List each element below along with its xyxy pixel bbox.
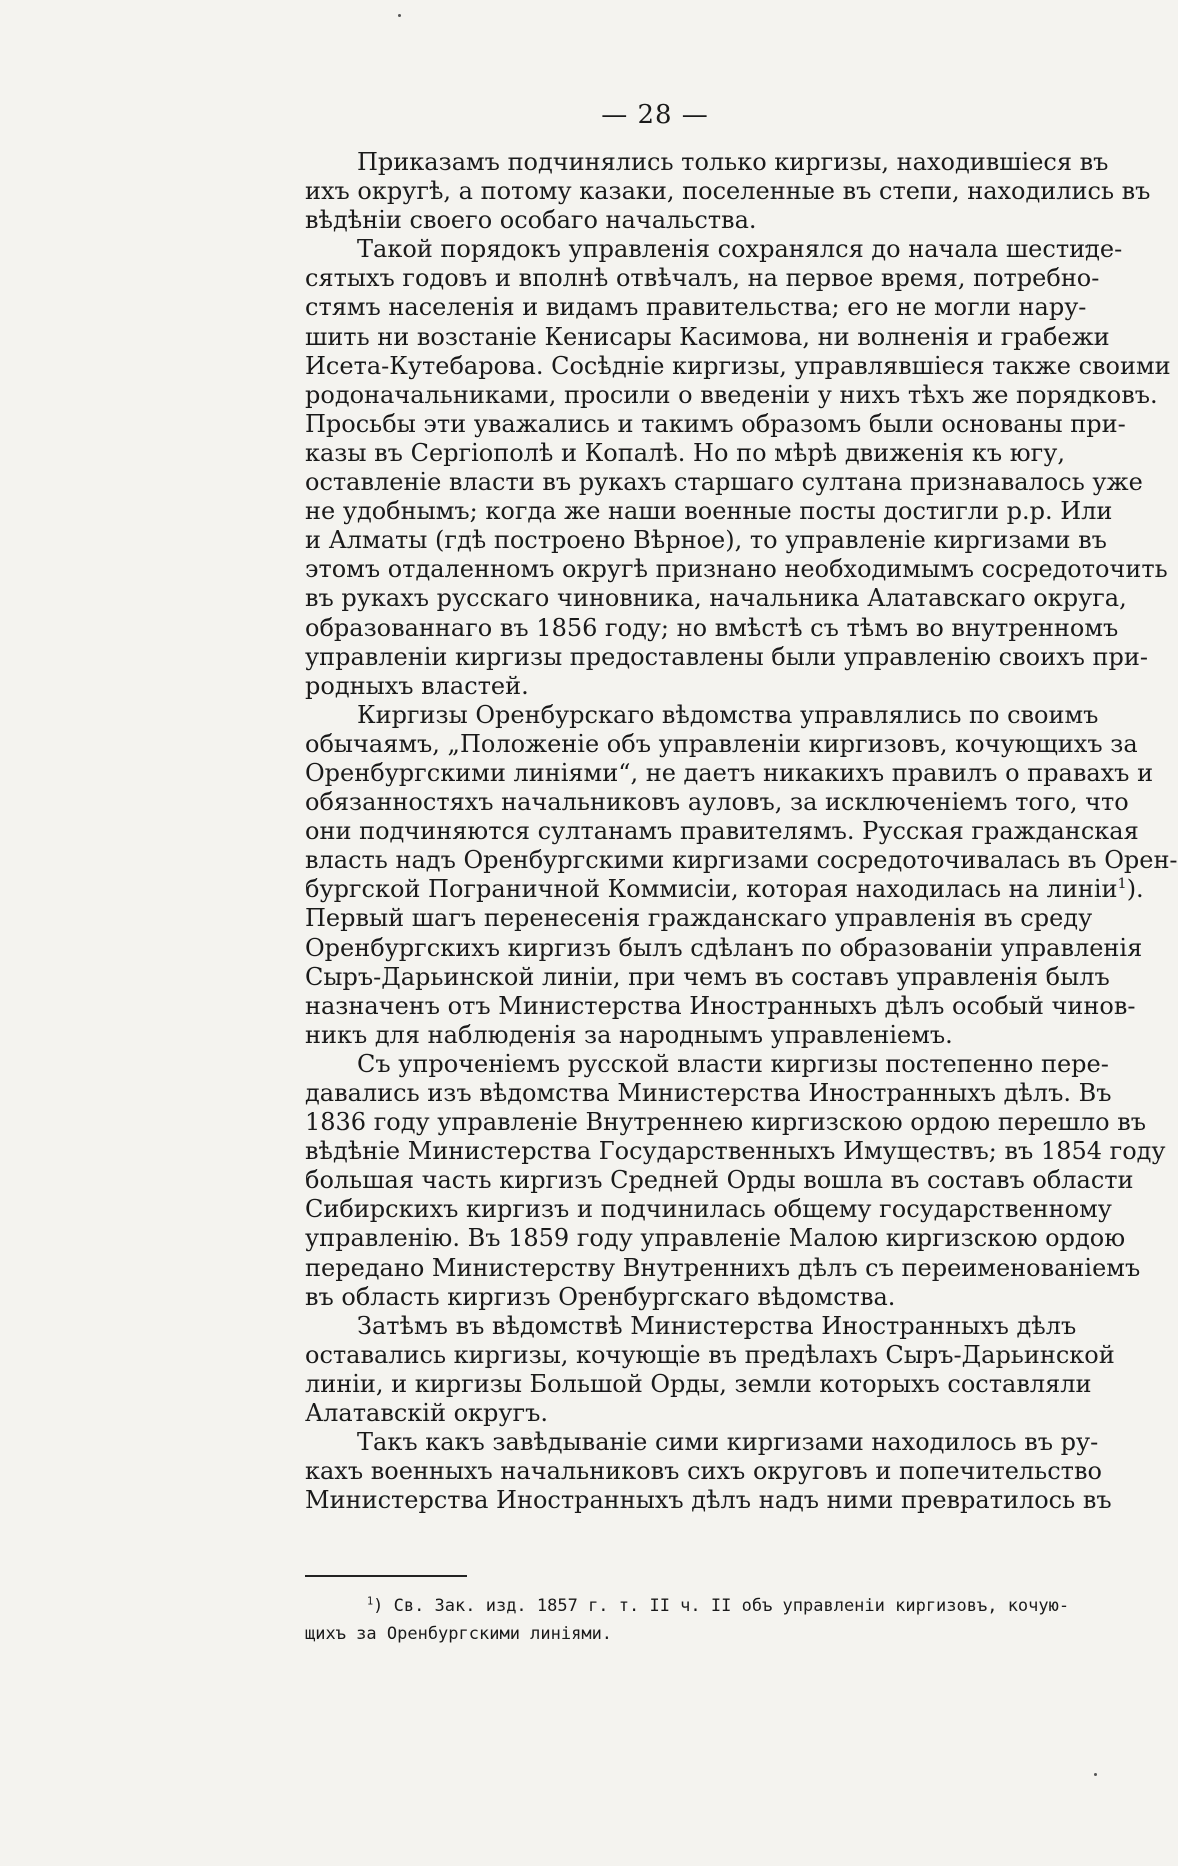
text-line	[305, 526, 1107, 555]
text-line	[305, 206, 1065, 235]
line-text: давались изъ вѣдомства Министерства Иностранныхъ дѣлъ. Въ	[305, 1079, 1112, 1107]
text-line	[305, 1224, 1126, 1253]
text-line	[305, 322, 1110, 352]
line-text: кахъ военныхъ начальниковъ сихъ округовъ и попечительство	[305, 1457, 1102, 1486]
text-line	[305, 672, 1065, 701]
text-line	[305, 1457, 1102, 1486]
text-line	[305, 991, 1136, 1021]
text-line	[305, 1592, 1070, 1620]
text-line	[305, 1486, 1112, 1515]
text-line	[305, 1311, 1077, 1341]
text-line	[305, 758, 1154, 788]
footnote-marker: 1	[367, 1596, 374, 1608]
line-text: линіи, и киргизы Большой Орды, земли которыхъ составляли	[305, 1369, 1092, 1398]
line-text: родныхъ властей.	[305, 671, 529, 700]
line-text: вѣдѣніи своего особаго начальства.	[305, 206, 757, 235]
line-text: большая часть киргизъ Средней Орды вошла въ составъ области	[305, 1166, 1134, 1195]
text-line	[305, 1253, 1141, 1283]
line-text: Такой порядокъ управленія сохранялся до начала шестиде-	[357, 235, 1123, 264]
text-line	[305, 497, 1113, 526]
line-text: Алатавскій округъ.	[305, 1399, 548, 1428]
line-text: Приказамъ подчинялись только киргизы, находившіеся въ	[357, 148, 1109, 176]
text-line	[305, 642, 1148, 672]
footnote-reference: 1	[1117, 876, 1127, 893]
line-text: Министерства Иностранныхъ дѣлъ надъ ними превратилось въ	[305, 1486, 1112, 1515]
text-line	[305, 1369, 1092, 1399]
line-text: этомъ отдаленномъ округѣ признано необходимымъ сосредоточить	[305, 555, 1168, 584]
line-text: никъ для наблюденія за народнымъ управленіемъ.	[305, 1020, 953, 1049]
line-text: Первый шагъ перенесенія гражданскаго управленія въ среду	[305, 904, 1093, 933]
line-text: оставленіе власти въ рукахъ старшаго султана признавалось уже	[305, 468, 1143, 497]
line-text: назначенъ отъ Министерства Иностранныхъ дѣлъ особый чинов-	[305, 991, 1136, 1020]
text-line	[305, 933, 1143, 963]
text-line	[305, 1620, 1065, 1648]
footnote-divider	[305, 1575, 467, 1577]
line-text: Оренбургскими линіями“, не даетъ никакихъ правилъ о правахъ и	[305, 758, 1154, 787]
line-text: управленію. Въ 1859 году управленіе Малою киргизскою ордою	[305, 1224, 1126, 1253]
text-line	[305, 148, 1109, 177]
line-text: оставались киргизы, кочующіе въ предѣлахъ Сыръ-Дарьинской	[305, 1340, 1115, 1369]
text-line	[305, 613, 1119, 643]
line-text: казы въ Сергіополѣ и Копалѣ. Но по мѣрѣ движенія къ югу,	[305, 438, 1065, 467]
line-text: обычаямъ, „Положеніе объ управленіи киргизовъ, кочующихъ за	[305, 729, 1138, 758]
text-line	[305, 1399, 1065, 1428]
text-line	[305, 555, 1168, 584]
line-text: 1836 году управленіе Внутреннею киргизскою ордою перешло въ	[305, 1108, 1147, 1137]
line-text: шить ни возстаніе Кенисары Касимова, ни волненія и грабежи	[305, 322, 1110, 351]
line-text: щихъ за Оренбургскими линіями.	[305, 1624, 613, 1644]
line-text: передано Министерству Внутреннихъ дѣлъ съ переименованіемъ	[305, 1253, 1141, 1282]
text-line	[305, 875, 1144, 904]
text-line	[305, 264, 1100, 293]
text-line	[305, 846, 1178, 875]
line-text: Просьбы эти уважались и такимъ образомъ были основаны при-	[305, 409, 1126, 438]
line-text: стямъ населенія и видамъ правительства; его не могли нару-	[305, 293, 1087, 322]
line-text: обязанностяхъ начальниковъ ауловъ, за исключеніемъ того, что	[305, 788, 1129, 817]
line-text: власть надъ Оренбургскими киргизами сосредоточивалась въ Орен-	[305, 846, 1178, 875]
line-text: сятыхъ годовъ и вполнѣ отвѣчалъ, на первое время, потребно-	[305, 264, 1100, 293]
text-line	[305, 293, 1087, 322]
line-text: Сыръ-Дарьинской линіи, при чемъ въ составъ управленія былъ	[305, 962, 1110, 991]
text-line	[305, 177, 1151, 206]
line-text: образованнаго въ 1856 году; но вмѣстѣ съ тѣмъ во внутренномъ	[305, 613, 1119, 642]
scan-speck	[1094, 1773, 1097, 1776]
line-text: Исета-Кутебарова. Сосѣдніе киргизы, управлявшіеся также своими	[305, 351, 1171, 380]
text-line	[305, 1021, 1065, 1050]
line-text: родоначальниками, просили о введеніи у нихъ тѣхъ же порядковъ.	[305, 380, 1158, 409]
scan-speck	[398, 14, 401, 17]
line-text: они подчиняются султанамъ правителямъ. Русская гражданская	[305, 817, 1139, 846]
text-line	[305, 235, 1123, 264]
text-line	[305, 1079, 1112, 1108]
text-line	[305, 1108, 1147, 1137]
text-line	[305, 468, 1143, 497]
line-text: Такъ какъ завѣдываніе сими киргизами находилось въ ру-	[357, 1428, 1099, 1457]
text-line	[305, 1195, 1112, 1224]
line-text: Сибирскихъ киргизъ и подчинилась общему государственному	[305, 1195, 1112, 1224]
text-line	[305, 409, 1126, 439]
text-line	[305, 962, 1110, 992]
line-text: вѣдѣніе Министерства Государственныхъ Имуществъ; въ 1854 году	[305, 1137, 1166, 1166]
line-text: и Алматы (гдѣ построено Вѣрное), то управленіе киргизами въ	[305, 526, 1107, 555]
text-line	[305, 439, 1065, 468]
text-line	[305, 1428, 1099, 1457]
text-line	[305, 904, 1093, 933]
line-text: управленіи киргизы предоставлены были управленію своихъ при-	[305, 642, 1148, 671]
line-text: Оренбургскихъ киргизъ былъ сдѣланъ по образованіи управленія	[305, 933, 1143, 962]
text-line	[305, 700, 1099, 730]
line-text: Затѣмъ въ вѣдомствѣ Министерства Иностранныхъ дѣлъ	[357, 1311, 1077, 1340]
text-line	[305, 1049, 1109, 1079]
line-text: не удобнымъ; когда же наши военные посты достигли р.р. Или	[305, 497, 1113, 526]
text-line	[305, 1283, 1065, 1312]
text-line	[305, 351, 1171, 381]
line-text: въ область киргизъ Оренбургскаго вѣдомства.	[305, 1282, 896, 1311]
line-text: Киргизы Оренбурскаго вѣдомства управлялись по своимъ	[357, 700, 1099, 729]
text-line	[305, 1166, 1134, 1195]
line-text: въ рукахъ русскаго чиновника, начальника Алатавскаго округа,	[305, 584, 1127, 613]
line-text: ) Св. Зак. изд. 1857 г. т. II ч. II объ управленіи киргизовъ, кочую-	[373, 1596, 1070, 1616]
body-text	[305, 148, 1178, 1515]
text-line	[305, 584, 1127, 613]
text-line	[305, 817, 1139, 846]
text-line	[305, 729, 1138, 759]
line-text: бургской Пограничной Коммисіи, которая находилась на линіи	[305, 875, 1118, 904]
line-text: Съ упроченіемъ русской власти киргизы постепенно пере-	[357, 1049, 1109, 1078]
text-line	[305, 788, 1129, 817]
text-line	[305, 1137, 1166, 1166]
text-line	[305, 1340, 1115, 1370]
line-text: ихъ округѣ, а потому казаки, поселенные въ степи, находились въ	[305, 177, 1151, 206]
footnote	[305, 1592, 1070, 1648]
text-line	[305, 380, 1158, 410]
page-number: — 28 —	[601, 100, 709, 130]
line-text-tail: ).	[1126, 875, 1144, 904]
